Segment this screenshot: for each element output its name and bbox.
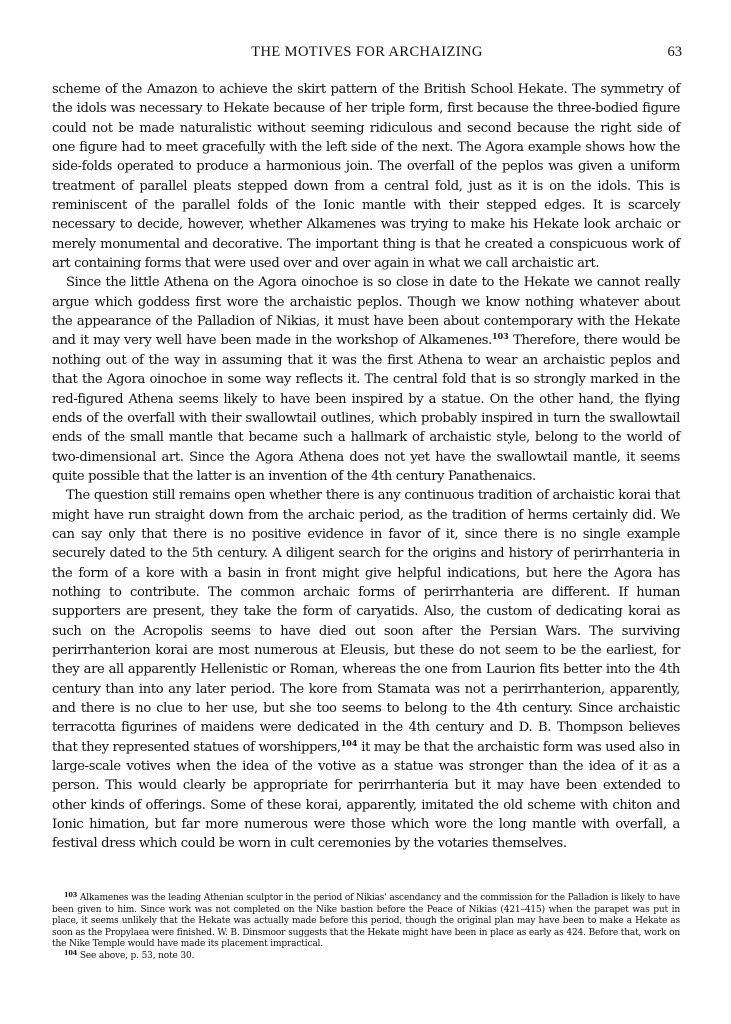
paragraph-3 bbox=[52, 486, 680, 854]
footnote-103 bbox=[52, 893, 680, 951]
footnotes bbox=[52, 893, 680, 963]
paragraph-2-part-b: Therefore, there would be nothing out of the way in assuming that it was the first Athena to wear an archaistic peplos and that the Agora oinochoe in some way reflects it. The central fold that is so strongly marked in the red-figured Athena seems likely to have been inspired by a statue. On the other hand, the flying ends of the overfall with their swallowtail outlines, which probably inspired in turn the swallowtail ends of the small mantle that became such a hallmark of archaistic style, belong to the world of two-dimensional art. Since the Agora Athena does not yet have the swallowtail mantle, it seems quite possible that the latter is an invention of the 4th century Panathenaics. bbox=[52, 333, 680, 484]
footnote-mark: 104 bbox=[64, 948, 78, 957]
footnote-text: See above, p. 53, note 30. bbox=[77, 950, 195, 961]
paragraph-3-part-a: The question still remains open whether there is any continuous tradition of archaistic korai that might have run straight down from the archaic period, as the tradition of herms certainly did. We can say only that there is no positive evidence in favor of it, since there is no single example securely dated to the 5th century. A diligent search for the origins and history of perirrhanteria in the form of a kore with a basin in front might give helpful indications, but here the Agora has nothing to contribute. The common archaic forms of perirrhanteria are different. If human supporters are present, they take the form of caryatids. Also, the custom of dedicating korai as such on the Acropolis seems to have died out soon after the Persian Wars. The surviving perirrhanterion korai are most numerous at Eleusis, but these do not seem to be the earliest, for they are all apparently Hellenistic or Roman, whereas the one from Laurion fits better into the 4th century than into any later period. The kore from Stamata was not a perirrhanterion, apparently, and there is no clue to her use, but she too seems to belong to the 4th century. Since archaistic terracotta figurines of maidens were dedicated in the 4th century and D. B. Thompson believes that they represented statues of worshippers, bbox=[52, 488, 680, 755]
footnote-text: Alkamenes was the leading Athenian sculptor in the period of Nikias' ascendancy and the commission for the Palladion is likely to have been given to him. Since work was not completed on the Nike bastion before the Peace of Nikias (421–415) when the parapet was put in place, it seems unlikely that the Hekate was actually made before this period, though the original plan may have been to make a Hekate as soon as the Propylaea were finished. W. B. Dinsmoor suggests that the Hekate might have been in place as early as 424. Before that, work on the Nike Temple would have made its placement impractical. bbox=[52, 893, 680, 950]
paragraph-1: scheme of the Amazon to achieve the skirt pattern of the British School Hekate. The symmetry of the idols was necessary to Hekate because of her triple form, first because the three-bodied figure could not be made naturalistic without seeming ridiculous and second because the right side of one figure had to meet gracefully with the left side of the next. The Agora example shows how the side-folds operated to produce a harmonious join. The overfall of the peplos was given a uniform treatment of parallel pleats stepped down from a central fold, just as it is on the idols. This is reminiscent of the parallel folds of the Ionic mantle with their stepped edges. It is scarcely necessary to decide, however, whether Alkamenes was trying to make his Hekate look archaic or merely monumental and decorative. The important thing is that he created a conspicuous work of art containing forms that were used over and over again in what we call archaistic art. bbox=[52, 82, 680, 272]
page-number: 63 bbox=[667, 44, 682, 60]
footnote-ref-104[interactable]: 104 bbox=[340, 737, 358, 748]
paragraph-2 bbox=[52, 273, 680, 486]
footnote-ref-103[interactable]: 103 bbox=[491, 331, 509, 342]
running-header bbox=[52, 44, 682, 64]
running-title: THE MOTIVES FOR ARCHAIZING bbox=[251, 44, 483, 60]
paragraph-2-part-a: Since the little Athena on the Agora oinochoe is so close in date to the Hekate we cannot really argue which goddess first wore the archaistic peplos. Though we know nothing whatever about the appearance of the Palladion of Nikias, it must have been about contemporary with the Hekate and it may very well have been made in the workshop of Alkamenes. bbox=[52, 275, 680, 349]
footnote-104 bbox=[52, 948, 680, 963]
body-text bbox=[52, 80, 680, 854]
paragraph-3-part-b: it may be that the archaistic form was used also in large-scale votives when the idea of the votive as a statue was stronger than the idea of it as a person. This would clearly be appropriate for perirrhanteria but it may have been extended to other kinds of offerings. Some of these korai, apparently, imitated the old scheme with chiton and Ionic himation, but far more numerous were those which wore the long mantle with overfall, a festival dress which could be worn in cult ceremonies by the votaries themselves. bbox=[52, 739, 680, 852]
footnote-mark: 103 bbox=[64, 891, 78, 899]
